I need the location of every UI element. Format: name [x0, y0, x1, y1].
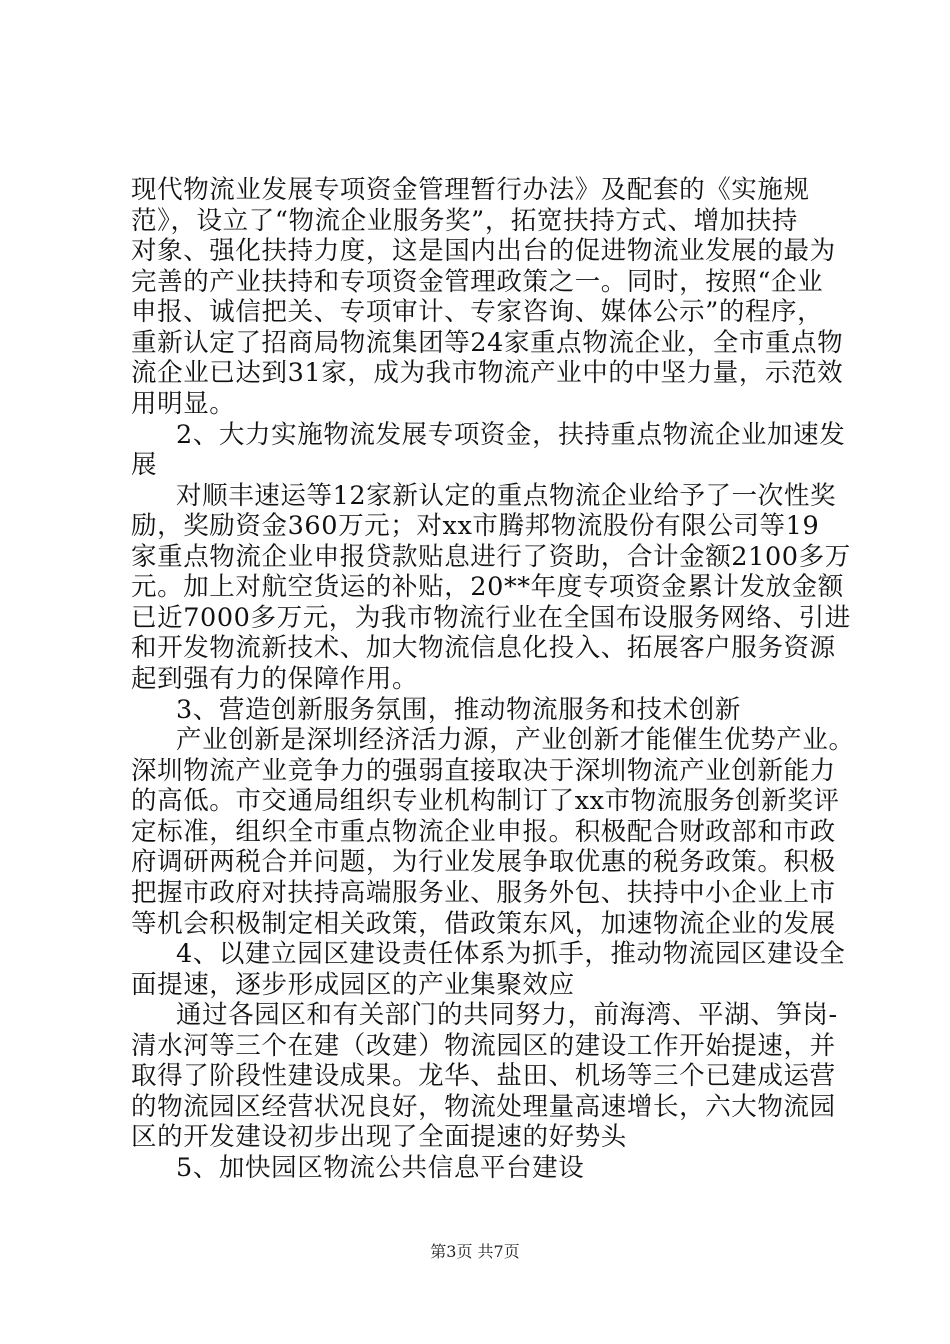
- text-line: 用明显。: [131, 389, 236, 419]
- section-heading-4: 4、以建立园区建设责任体系为抓手，推动物流园区建设全: [176, 939, 846, 969]
- text-line: 对顺丰速运等12家新认定的重点物流企业给予了一次性奖: [176, 481, 837, 511]
- section-heading-3: 3、营造创新服务氛围，推动物流服务和技术创新: [176, 695, 741, 725]
- text-line: 区的开发建设初步出现了全面提速的好势头: [131, 1122, 627, 1152]
- text-line: 重新认定了招商局物流集团等24家重点物流企业，全市重点物: [131, 328, 844, 358]
- text-line: 面提速，逐步形成园区的产业集聚效应: [131, 970, 575, 1000]
- text-line: 取得了阶段性建设成果。龙华、盐田、机场等三个已建成运营: [131, 1061, 836, 1091]
- text-line: 等机会积极制定相关政策，借政策东风，加速物流企业的发展: [131, 909, 836, 939]
- text-line: 通过各园区和有关部门的共同努力，前海湾、平湖、笋岗-: [176, 1000, 838, 1030]
- text-line: 的物流园区经营状况良好，物流处理量高速增长，六大物流园: [131, 1092, 836, 1122]
- page-number: 第3页 共7页: [430, 1242, 520, 1261]
- text-line: 申报、诚信把关、专项审计、专家咨询、媒体公示”的程序，: [131, 297, 824, 327]
- text-line: 定标准，组织全市重点物流企业申报。积极配合财政部和市政: [131, 817, 836, 847]
- text-line: 府调研两税合并问题，为行业发展争取优惠的税务政策。积极: [131, 847, 836, 877]
- text-line: 和开发物流新技术、加大物流信息化投入、拓展客户服务资源: [131, 633, 836, 663]
- text-line: 把握市政府对扶持高端服务业、服务外包、扶持中小企业上市: [131, 878, 836, 908]
- text-line: 现代物流业发展专项资金管理暂行办法》及配套的《实施规: [131, 175, 810, 205]
- text-line: 产业创新是深圳经济活力源，产业创新才能催生优势产业。: [176, 725, 855, 755]
- section-heading-5: 5、加快园区物流公共信息平台建设: [176, 1153, 585, 1183]
- text-line: 对象、强化扶持力度，这是国内出台的促进物流业发展的最为: [131, 236, 836, 266]
- text-line: 起到强有力的保障作用。: [131, 664, 419, 694]
- text-line: 励，奖励资金360万元；对xx市腾邦物流股份有限公司等19: [131, 511, 820, 541]
- text-line: 范》，设立了“物流企业服务奖”，拓宽扶持方式、增加扶持: [131, 206, 799, 236]
- text-line: 家重点物流企业申报贷款贴息进行了资助，合计金额2100多万: [131, 542, 851, 572]
- text-line: 流企业已达到31家，成为我市物流产业中的中坚力量，示范效: [131, 358, 844, 388]
- section-heading-2: 2、大力实施物流发展专项资金，扶持重点物流企业加速发: [176, 420, 846, 450]
- text-line: 元。加上对航空货运的补贴，20**年度专项资金累计发放金额: [131, 572, 844, 602]
- text-line: 清水河等三个在建（改建）物流园区的建设工作开始提速，并: [131, 1031, 836, 1061]
- text-line: 完善的产业扶持和专项资金管理政策之一。同时，按照“企业: [131, 267, 824, 297]
- text-line: 展: [131, 450, 158, 480]
- text-line: 的高低。市交通局组织专业机构制订了xx市物流服务创新奖评: [131, 786, 840, 816]
- text-line: 深圳物流产业竞争力的强弱直接取决于深圳物流产业创新能力: [131, 756, 836, 786]
- text-line: 已近7000多万元，为我市物流行业在全国布设服务网络、引进: [131, 603, 851, 633]
